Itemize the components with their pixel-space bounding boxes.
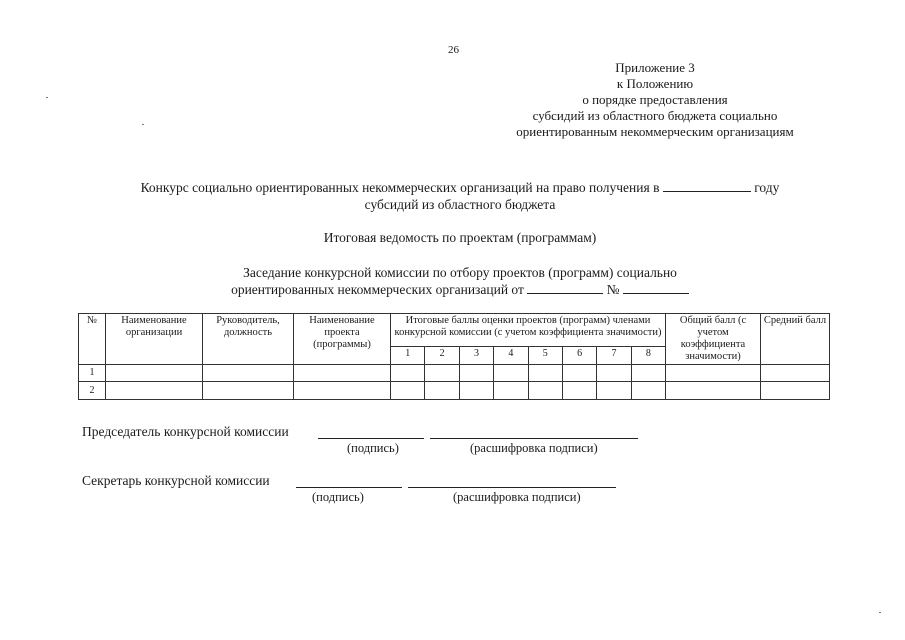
appendix-line: ориентированным некоммерческим организациям [516,124,794,139]
header-total: Общий балл (с учетом коэффициента значимости) [666,314,761,365]
date-blank [527,281,603,294]
appendix-line: о порядке предоставления [582,92,728,107]
header-project: Наименование проекта (программы) [294,314,391,365]
score-col: 8 [631,346,665,364]
secretary-signature-line [296,487,402,488]
appendix-block [470,60,840,140]
meeting-line1: Заседание конкурсной комиссии по отбору проектов (программ) социально [243,265,677,280]
scan-speck [46,97,48,98]
document-title [60,179,860,213]
row-number: 2 [79,382,106,400]
appendix-line: Приложение 3 [615,60,695,75]
year-blank [663,179,751,192]
score-col: 6 [562,346,596,364]
header-organization: Наименование организации [106,314,203,365]
chair-signature-caption: (подпись) [347,441,399,455]
meeting-block [60,264,860,298]
table-header-row [79,314,830,347]
appendix-line: субсидий из областного бюджета социально [532,108,778,123]
page-number: 26 [448,44,459,56]
title-line1-text: Конкурс социально ориентированных некоммерческих организаций на право получения в [140,180,660,195]
appendix-line: к Положению [616,76,694,91]
chair-transcript-line [430,438,638,439]
score-col: 3 [459,346,493,364]
chair-signature-line [318,438,424,439]
secretary-transcript-caption: (расшифровка подписи) [453,490,581,504]
title-line2: субсидий из областного бюджета [364,197,556,212]
row-number: 1 [79,365,106,382]
header-scores: Итоговые баллы оценки проектов (программ) членами конкурсной комиссии (с учетом коэффициента значимости) [391,314,666,347]
results-table [78,313,830,400]
header-average: Средний балл [761,314,830,365]
table-row [79,365,830,382]
header-head: Руководитель, должность [203,314,294,365]
score-col: 5 [528,346,562,364]
header-num: № [79,314,106,365]
title-line1-suffix: году [754,180,780,195]
score-col: 7 [597,346,631,364]
scan-speck [879,612,881,613]
number-blank [623,281,689,294]
secretary-signature-caption: (подпись) [312,490,364,504]
chair-transcript-caption: (расшифровка подписи) [470,441,598,455]
chair-label: Председатель конкурсной комиссии [82,424,289,439]
secretary-label: Секретарь конкурсной комиссии [82,473,270,488]
meeting-line2-text: ориентированных некоммерческих организаций от [231,282,524,297]
scan-speck [142,124,144,125]
score-col: 4 [494,346,528,364]
table-row [79,382,830,400]
score-col: 2 [425,346,459,364]
secretary-transcript-line [408,487,616,488]
number-sign: № [606,282,620,297]
document-subtitle: Итоговая ведомость по проектам (программам) [323,230,597,245]
score-col: 1 [391,346,425,364]
